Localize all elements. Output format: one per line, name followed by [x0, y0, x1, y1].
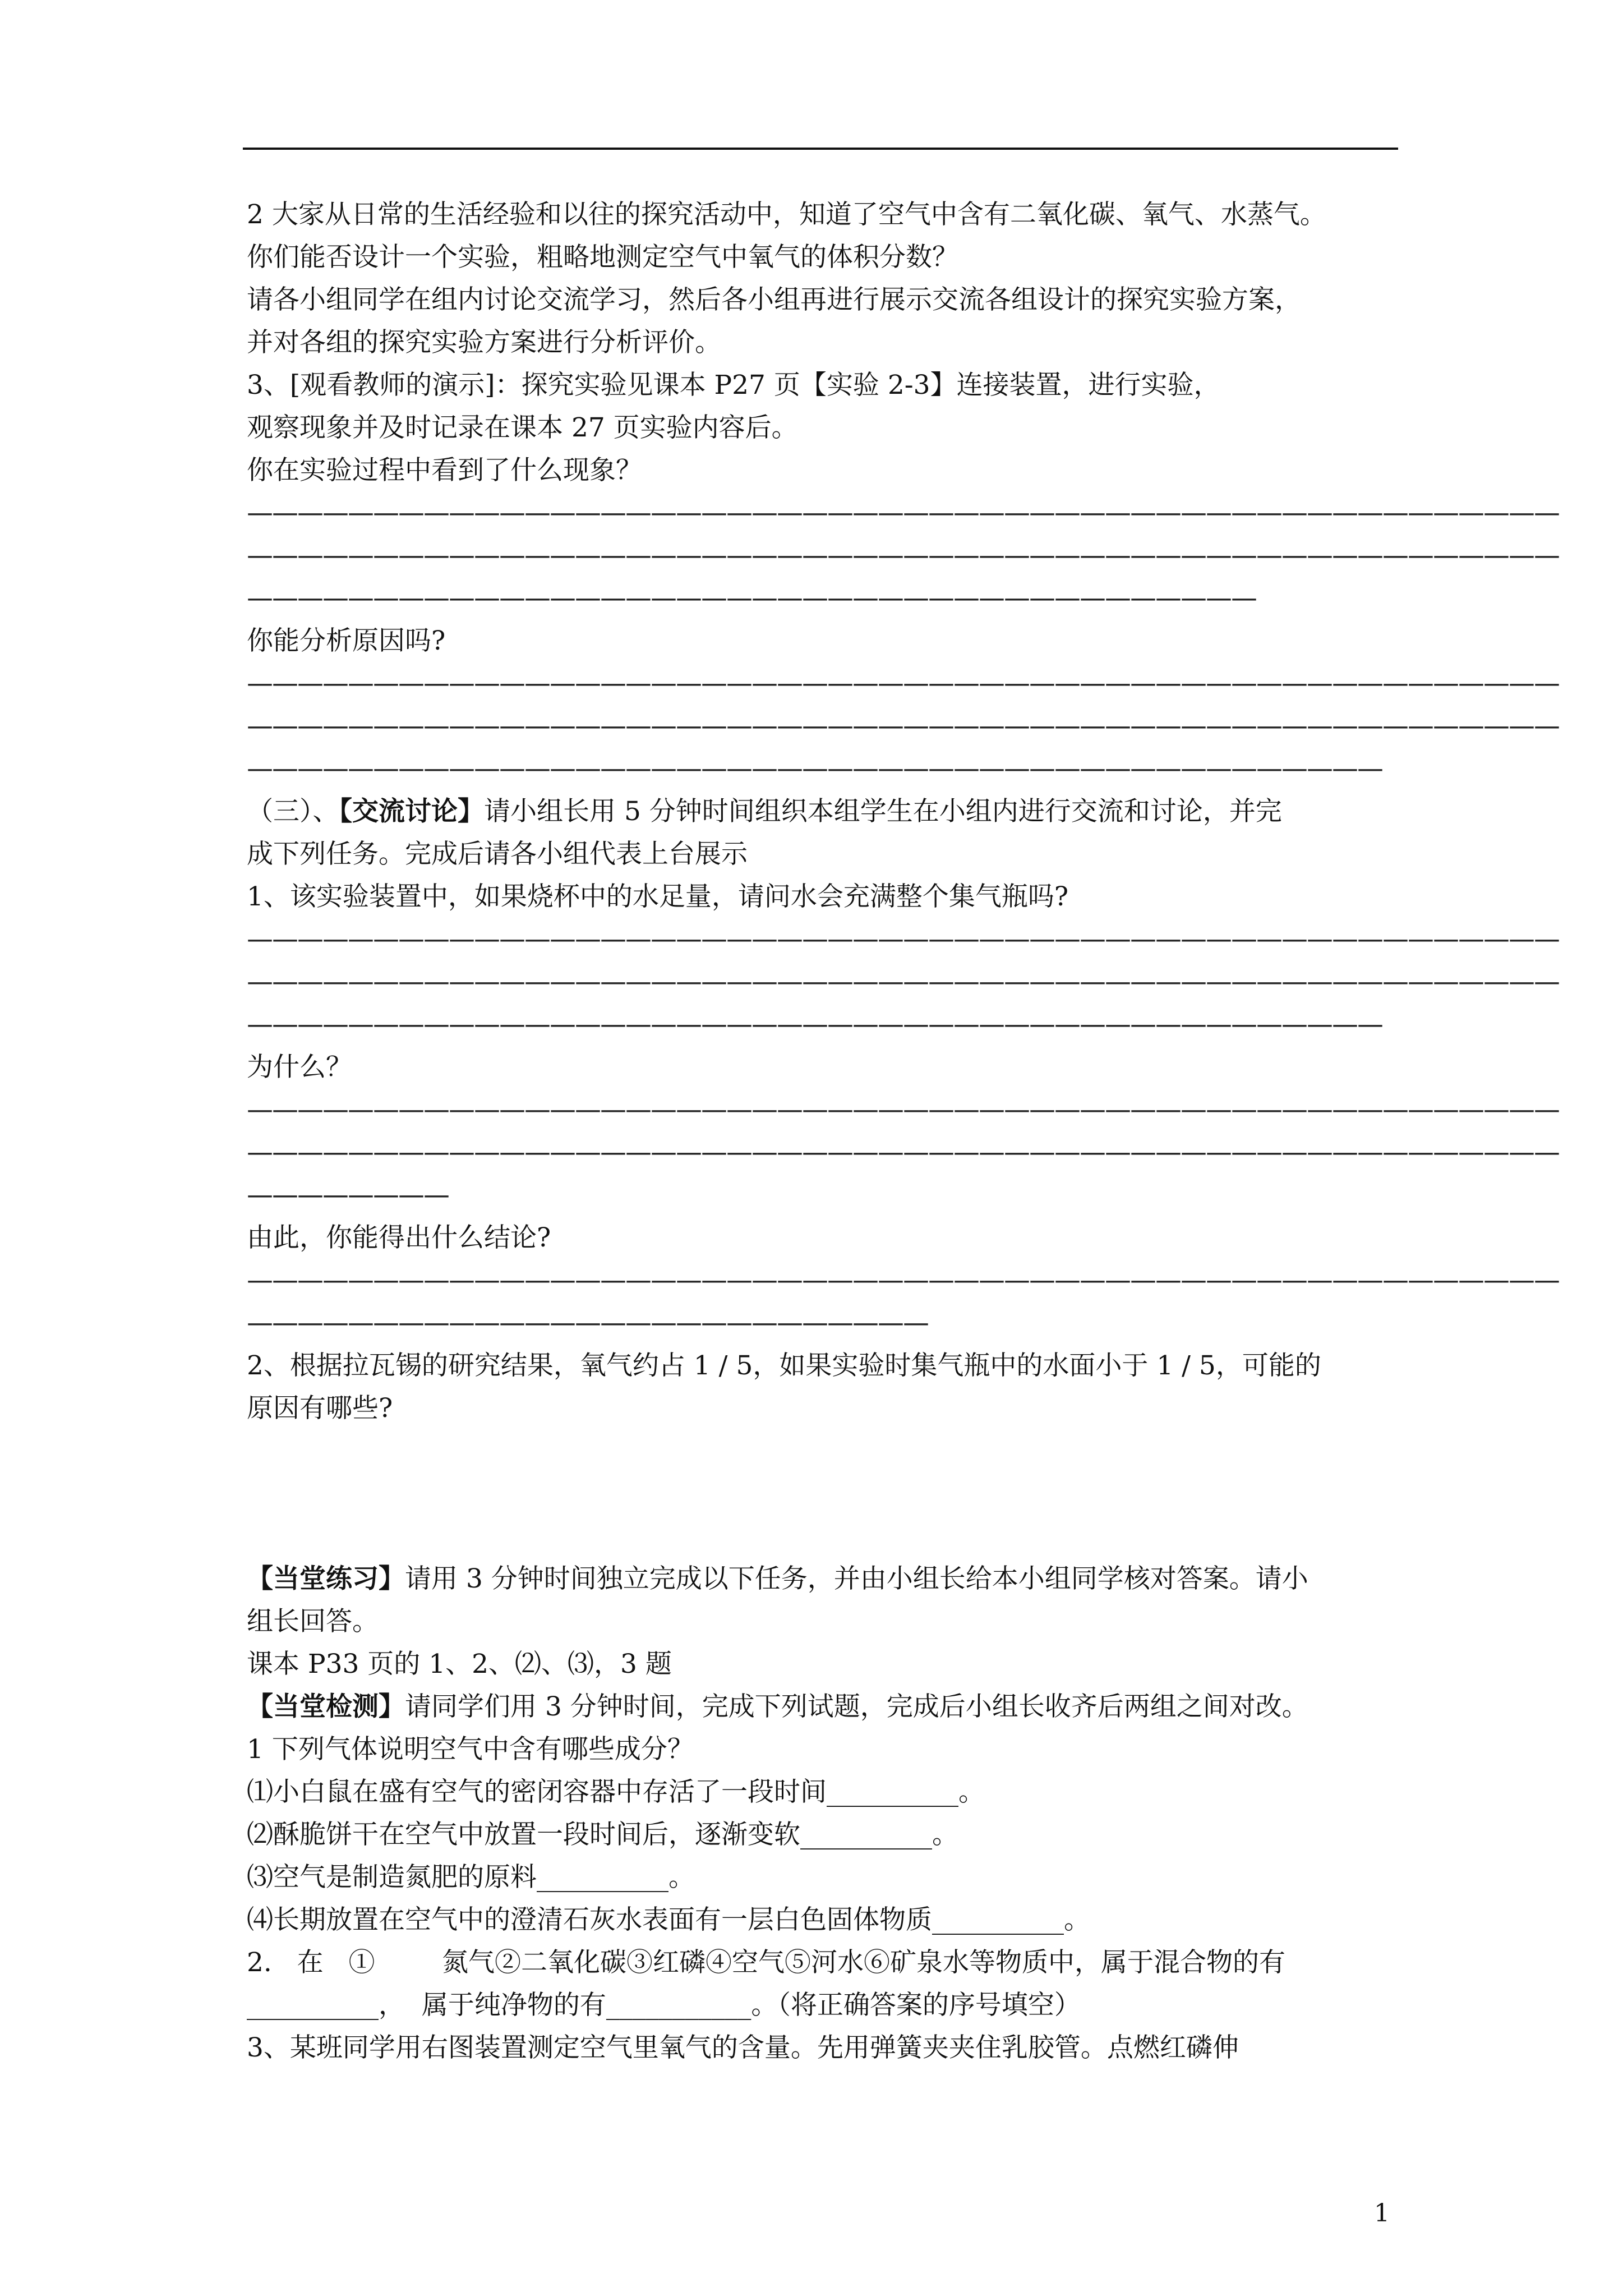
text-line: 课本 P33 页的 1、2、⑵、⑶，3 题 [247, 1649, 672, 1680]
answer-blank[interactable]: ———————————————————————————————————————————————————— [247, 540, 1559, 571]
answer-blank[interactable]: ———————————————————————————————————————————————————— [247, 967, 1559, 997]
answer-blank[interactable]: ——————————————————————————— [247, 1308, 928, 1338]
answer-blank[interactable]: ———————————————————————————————————————————————————— [247, 1265, 1559, 1296]
test-question-2: 2. 在 ① 氮气②二氧化碳③红磷④空气⑤河水⑥矿泉水等物质中，属于混合物的有 [247, 1947, 1285, 1978]
test-text: 请同学们用 3 分钟时间，完成下列试题，完成后小组长收齐后两组之间对改。 [405, 1691, 1308, 1722]
test-question-1: 1 下列气体说明空气中含有哪些成分？ [247, 1734, 694, 1765]
test-heading: 【当堂检测】 [247, 1691, 405, 1722]
practice-heading: 【当堂练习】 [247, 1563, 405, 1594]
answer-space[interactable] [247, 1430, 1402, 1558]
test-question-1-1: ⑴小白鼠在盛有空气的密闭容器中存活了一段时间__________。 [247, 1777, 985, 1807]
page-number: 1 [1374, 2199, 1390, 2228]
text-line: 2 大家从日常的生活经验和以往的探究活动中，知道了空气中含有二氧化碳、氧气、水蒸气。 [247, 199, 1326, 230]
test-question-1-3: ⑶空气是制造氮肥的原料__________。 [247, 1862, 695, 1893]
question-2: 2、根据拉瓦锡的研究结果，氧气约占 1 / 5，如果实验时集气瓶中的水面小于 1 / 5，可能的 [247, 1350, 1321, 1381]
test-paragraph [247, 1686, 1402, 1728]
answer-blank[interactable]: ———————————————————————————————————————————————————— [247, 924, 1559, 955]
discussion-text: 请小组长用 5 分钟时间组织本组学生在小组内进行交流和讨论，并完 [484, 796, 1282, 827]
question-why: 为什么？ [247, 1052, 352, 1083]
text-line: 原因有哪些? [247, 1393, 393, 1424]
answer-blank[interactable]: ———————————————————————————————————————————————————— [247, 668, 1559, 699]
discussion-prefix: （三）、 [247, 796, 339, 827]
question-conclusion: 由此，你能得出什么结论? [247, 1222, 551, 1253]
question-reason: 你能分析原因吗? [247, 625, 446, 656]
test-question-1-2: ⑵酥脆饼干在空气中放置一段时间后，逐渐变软__________。 [247, 1819, 958, 1850]
text-line: __________， 属于纯净物的有___________。（将正确答案的序号填空） [247, 1990, 1081, 2021]
answer-blank[interactable]: ———————————————————————————————————————————————————— [247, 1094, 1559, 1125]
answer-blank[interactable]: ———————————————————————————————————————————————————— [247, 711, 1559, 742]
test-question-3: 3、某班同学用右图装置测定空气里氧气的含量。先用弹簧夹夹住乳胶管。点燃红磷伸 [247, 2032, 1239, 2063]
test-question-1-4: ⑷长期放置在空气中的澄清石灰水表面有一层白色固体物质__________。 [247, 1904, 1090, 1935]
question-1: 1、该实验装置中，如果烧杯中的水足量，请问水会充满整个集气瓶吗? [247, 881, 1069, 912]
header-rule [243, 148, 1398, 150]
practice-paragraph [247, 1558, 1402, 1600]
text-line: 3、[观看教师的演示]：探究实验见课本 P27 页【实验 2-3】连接装置，进行实验， [247, 370, 1220, 401]
answer-blank[interactable]: ———————————————————————————————————————— [247, 583, 1256, 614]
text-line: 观察现象并及时记录在课本 27 页实验内容后。 [247, 412, 798, 443]
answer-blank[interactable]: ————————————————————————————————————————————— [247, 1009, 1382, 1040]
text-line: 成下列任务。完成后请各小组代表上台展示 [247, 839, 748, 869]
answer-blank[interactable]: ———————————————————————————————————————————————————— [247, 1137, 1559, 1168]
answer-blank[interactable]: ———————— [247, 1180, 449, 1211]
text-line: 请各小组同学在组内讨论交流学习，然后各小组再进行展示交流各组设计的探究实验方案， [247, 284, 1301, 315]
text-line: 你们能否设计一个实验，粗略地测定空气中氧气的体积分数？ [247, 242, 958, 273]
worksheet-body [247, 194, 1559, 2069]
discussion-paragraph [247, 790, 1402, 833]
practice-text: 请用 3 分钟时间独立完成以下任务，并由小组长给本小组同学核对答案。请小 [405, 1563, 1308, 1594]
text-line: 组长回答。 [247, 1606, 379, 1637]
answer-blank[interactable]: ———————————————————————————————————————————————————— [247, 498, 1559, 528]
text-line: 并对各组的探究实验方案进行分析评价。 [247, 327, 721, 358]
question-observation: 你在实验过程中看到了什么现象？ [247, 455, 642, 486]
answer-blank[interactable]: ————————————————————————————————————————————— [247, 753, 1382, 784]
discussion-heading: 【交流讨论】 [339, 796, 484, 827]
